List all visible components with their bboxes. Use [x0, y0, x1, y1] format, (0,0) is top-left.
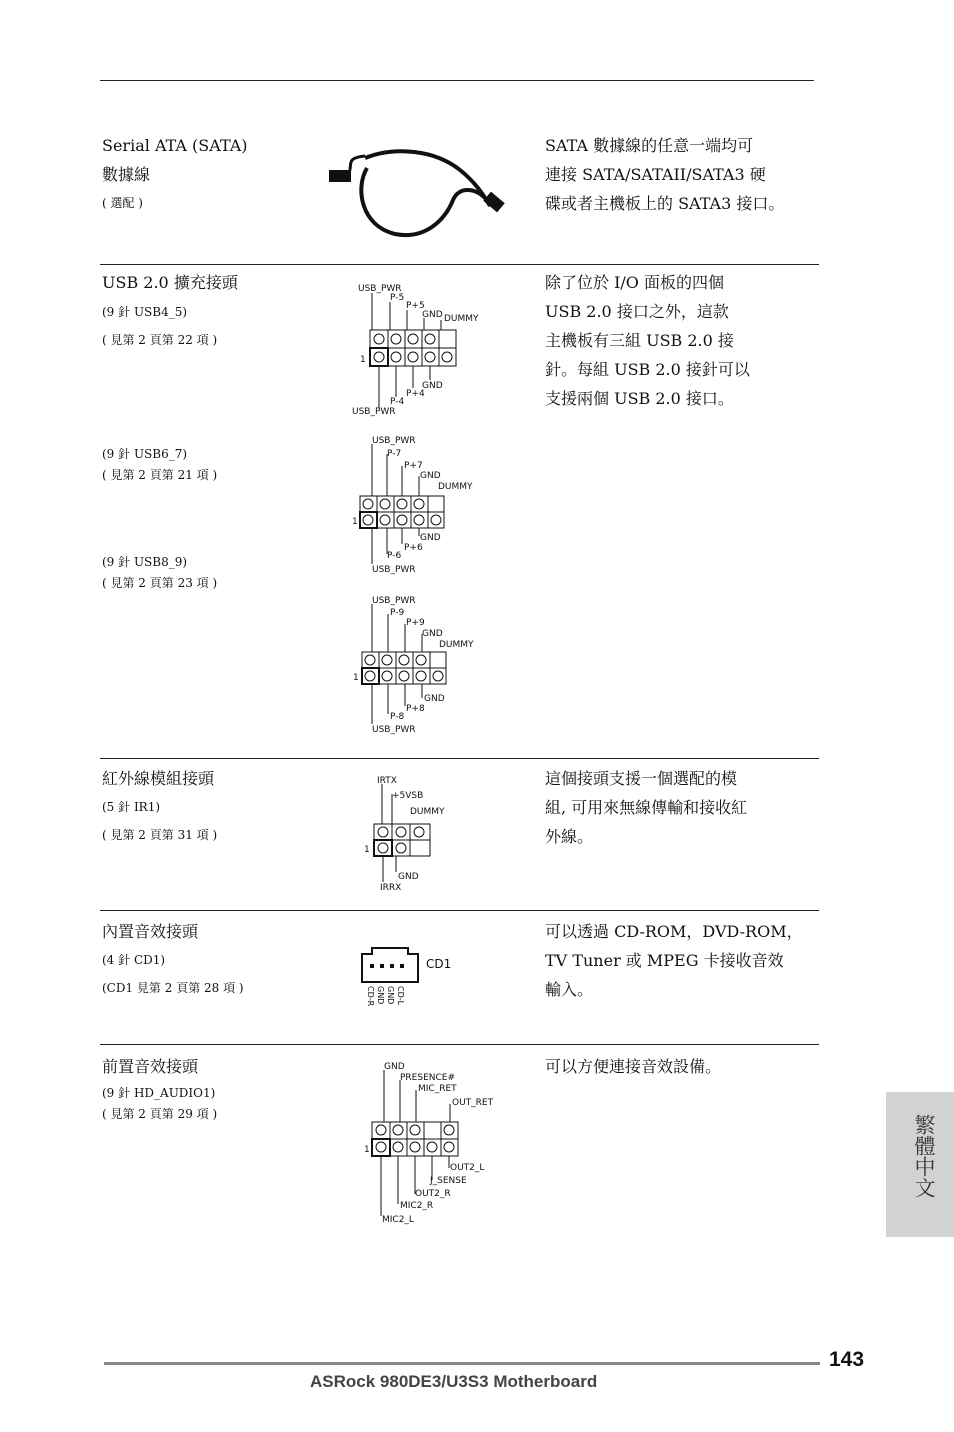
usb3-usbpwr-top: USB_PWR	[372, 596, 416, 606]
sata-title-line1: Serial ATA (SATA)	[102, 136, 248, 155]
ir-desc-line: 這個接頭支援一個選配的模	[545, 769, 738, 788]
footer-rule	[104, 1362, 820, 1365]
usb1-pin1: 1	[360, 355, 366, 365]
ir-ref: ( 見第 2 頁第 31 項 )	[102, 828, 218, 842]
cd-pin-gnd: GND	[376, 986, 385, 1005]
audio-pin1: 1	[364, 1145, 370, 1155]
sata-note: ( 選配 )	[102, 196, 143, 210]
usb3-p-minus-top: P-9	[390, 608, 405, 618]
audio-j-sense: J_SENSE	[430, 1176, 467, 1186]
usb-desc-line: 主機板有三組 USB 2.0 接	[545, 331, 734, 350]
cd-pin-gnd: GND	[386, 986, 395, 1005]
ir-gnd: GND	[398, 872, 419, 882]
usb-desc-line: 支援兩個 USB 2.0 接口。	[545, 389, 734, 408]
cd-ref: (CD1 見第 2 頁第 28 項 )	[102, 981, 244, 995]
usb2-p-minus-bot: P-6	[387, 551, 402, 561]
audio-mic2-l: MIC2_L	[382, 1215, 414, 1225]
usb-h2-ref: ( 見第 2 頁第 21 項 )	[102, 468, 218, 482]
usb-h3-pins: (9 針 USB8_9)	[102, 555, 188, 569]
language-side-tab-label: 繁體中文	[912, 1114, 936, 1198]
audio-desc-line: 可以方便連接音效設備。	[545, 1057, 722, 1076]
ir-5vsb: +5VSB	[392, 791, 424, 801]
usb-desc-line: 針。每組 USB 2.0 接針可以	[545, 360, 750, 379]
divider-rule	[100, 264, 819, 265]
usb6-7-header-diagram	[350, 432, 490, 577]
footer-title: ASRock 980DE3/U3S3 Motherboard	[310, 1372, 598, 1391]
usb1-p-minus-bot: P-4	[390, 397, 405, 407]
usb-desc-line: USB 2.0 接口之外，這款	[545, 302, 729, 321]
ir-header-diagram	[360, 772, 470, 894]
ir-desc-line: 外線。	[545, 827, 594, 846]
sata-description	[545, 131, 825, 218]
audio-description	[545, 1052, 825, 1081]
divider-rule	[100, 1044, 819, 1045]
usb2-gnd-bot: GND	[420, 533, 441, 543]
ir-irtx: IRTX	[377, 776, 397, 786]
page-number: 143	[829, 1348, 865, 1371]
usb2-dummy: DUMMY	[438, 482, 473, 492]
usb1-p-plus-bot: P+4	[406, 389, 425, 399]
audio-out-ret: OUT_RET	[452, 1098, 494, 1108]
cd-title: 內置音效接頭	[102, 922, 199, 941]
cd-pin-cdl: CD-L	[396, 986, 405, 1006]
usb2-pin1: 1	[352, 517, 358, 527]
usb8-9-header-diagram	[350, 592, 490, 737]
ir-dummy: DUMMY	[410, 807, 445, 817]
ir-title: 紅外線模組接頭	[102, 769, 215, 788]
sata-cable-image	[325, 148, 515, 244]
usb2-gnd-top: GND	[420, 471, 441, 481]
audio-mic2-r: MIC2_R	[400, 1201, 434, 1211]
cd-desc-line: 輸入。	[545, 980, 594, 999]
usb3-pin1: 1	[353, 673, 359, 683]
audio-out2-r: OUT2_R	[415, 1189, 451, 1199]
audio-gnd: GND	[384, 1062, 405, 1072]
cd-description	[545, 917, 825, 1004]
usb3-gnd-bot: GND	[424, 694, 445, 704]
usb2-p-minus-top: P-7	[387, 449, 402, 459]
usb-h1-pins: (9 針 USB4_5)	[102, 305, 188, 319]
usb3-p-minus-bot: P-8	[390, 712, 405, 722]
cd-pin-cdr: CD-R	[366, 986, 375, 1007]
usb1-usbpwr-bot: USB_PWR	[352, 407, 396, 417]
ir-pin1: 1	[364, 845, 370, 855]
usb2-p-plus-bot: P+6	[404, 543, 423, 553]
ir-irrx: IRRX	[380, 883, 402, 893]
usb2-usbpwr-top: USB_PWR	[372, 436, 416, 446]
ir-description	[545, 764, 825, 851]
usb1-p-minus-top: P-5	[390, 293, 405, 303]
usb3-usbpwr-bot: USB_PWR	[372, 725, 416, 735]
usb-h3-ref: ( 見第 2 頁第 23 項 )	[102, 576, 218, 590]
usb3-p-plus-bot: P+8	[406, 704, 425, 714]
sata-desc-line: 連接 SATA/SATAII/SATA3 硬	[545, 165, 766, 184]
usb-h2-pins: (9 針 USB6_7)	[102, 447, 188, 461]
cd-label: CD1	[426, 957, 452, 971]
usb1-dummy: DUMMY	[444, 314, 479, 324]
sata-desc-line: 碟或者主機板上的 SATA3 接口。	[545, 194, 785, 213]
cd-pins: (4 針 CD1)	[102, 953, 166, 967]
cd-desc-line: TV Tuner 或 MPEG 卡接收音效	[545, 951, 784, 970]
usb3-p-plus-top: P+9	[406, 618, 425, 628]
audio-pins: (9 針 HD_AUDIO1)	[102, 1086, 216, 1100]
top-rule	[100, 80, 814, 81]
audio-out2-l: OUT2_L	[450, 1163, 485, 1173]
usb1-gnd-top: GND	[422, 310, 443, 320]
audio-presence: PRESENCE#	[400, 1073, 456, 1083]
usb3-gnd-top: GND	[422, 629, 443, 639]
usb-title: USB 2.0 擴充接頭	[102, 273, 238, 292]
usb2-p-plus-top: P+7	[404, 461, 423, 471]
usb1-p-plus-top: P+5	[406, 301, 425, 311]
usb1-gnd-bot: GND	[422, 381, 443, 391]
usb-desc-line: 除了位於 I/O 面板的四個	[545, 273, 725, 292]
ir-desc-line: 組, 可用來無線傳輸和接收紅	[545, 798, 748, 817]
usb2-usbpwr-bot: USB_PWR	[372, 565, 416, 575]
ir-pins: (5 針 IR1)	[102, 800, 161, 814]
divider-rule	[100, 758, 819, 759]
usb4-5-header-diagram	[350, 280, 490, 420]
sata-desc-line: SATA 數據線的任意一端均可	[545, 136, 754, 155]
hd-audio-header-diagram	[360, 1058, 510, 1228]
cd-desc-line: 可以透過 CD-ROM，DVD-ROM，	[545, 922, 803, 941]
audio-title: 前置音效接頭	[102, 1057, 199, 1076]
usb1-usbpwr-top: USB_PWR	[358, 284, 402, 294]
usb3-dummy: DUMMY	[439, 640, 474, 650]
language-side-tab	[886, 1092, 954, 1237]
audio-ref: ( 見第 2 頁第 29 項 )	[102, 1107, 218, 1121]
sata-title-line2: 數據線	[102, 165, 151, 184]
usb-h1-ref: ( 見第 2 頁第 22 項 )	[102, 333, 218, 347]
divider-rule	[100, 910, 819, 911]
audio-mic-ret: MIC_RET	[418, 1084, 457, 1094]
usb-description	[545, 268, 825, 413]
cd-header-diagram	[358, 944, 468, 1018]
